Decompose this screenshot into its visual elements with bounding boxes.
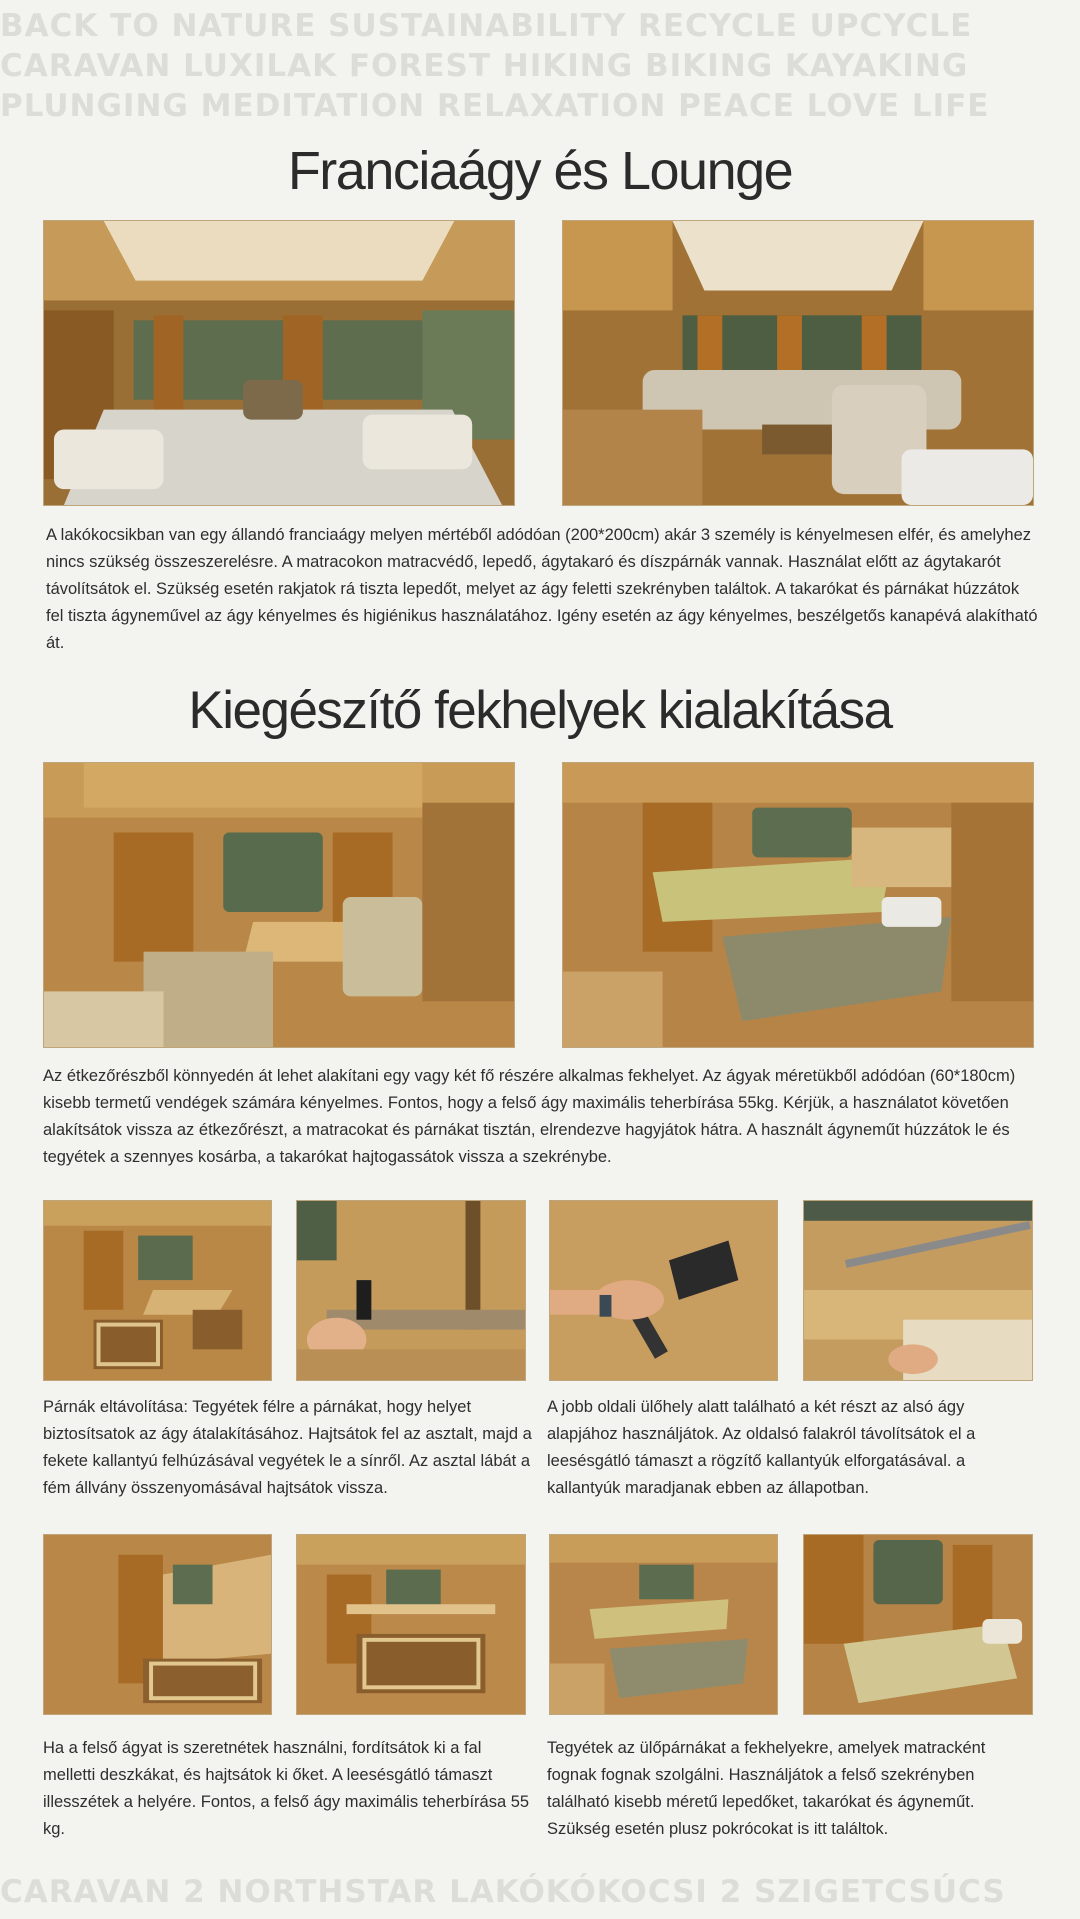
photo-dining-area (43, 762, 515, 1048)
photo-step-bunk-complete (549, 1534, 778, 1715)
step-instruction-right-1: A jobb oldali ülőhely alatt található a két részt az alsó ágy alapjához használjátok. Az oldalsó falakról távolítsátok el a leesésgátló támaszt a rögzítő kallantyúk elforgatásával. a kallantyúk maradjanak ebben az állapotban. (547, 1398, 976, 1497)
photo-step-lower-frame (296, 1534, 526, 1715)
photo-step-bed-made (803, 1534, 1033, 1715)
step-instruction-left-2: Ha a felső ágyat is szeretnétek használni, fordítsátok ki a fal melletti deszkákat, és hajtsátok ki őket. A leesésgátló támaszt illesszétek a helyére. Fontos, a felső ágy maximális teherbírása 55 kg. (43, 1739, 530, 1838)
footer-banner (0, 1872, 1080, 1912)
photo-step-upper-board (43, 1534, 272, 1715)
section1-description: A lakókocsikban van egy állandó franciaágy melyen mértéből adódóan (200*200cm) akár 3 személy is kényelmesen elfér, és amelyhez nincs szükség összeszerelésre. A matracokon matracvédő, lepedő, ágytakaró és díszpárnák vannak. Használat előtt az ágytakarót távolítsátok el. Szükség esetén rakjatok rá tiszta lepedőt, melyet az ágy feletti szekrényben találtok. A takarókat és párnákat húzzátok fel tiszta ágyneművel az ágy kényelmes és higiénikus használatához. Igény esetén az ágy kényelmes, beszélgetős kanapévá alakítható át. (46, 526, 1038, 652)
photo-step-table-removed (43, 1200, 272, 1381)
photo-step-table-latch (296, 1200, 526, 1381)
photo-bunk-beds (562, 762, 1034, 1048)
step-instruction-left-1: Párnák eltávolítása: Tegyétek félre a párnákat, hogy helyet biztosítsatok az ágy átalakításához. Hajtsátok fel az asztalt, majd a fekete kallantyú felhúzásával vegyétek le a sínről. Az asztal lábát a fém állvány összenyomásával hajtsátok vissza. (43, 1398, 532, 1497)
photo-french-bed (43, 220, 515, 506)
photo-step-seat-boards (803, 1200, 1033, 1381)
banner-line: PLUNGING MEDITATION RELAXATION PEACE LOVE LIFE (0, 88, 990, 124)
section-title-bed-lounge: Franciaágy és Lounge (287, 141, 793, 201)
keyword-banner (0, 6, 1080, 126)
footer-text: CARAVAN 2 NORTHSTAR LAKÓKÓKOCSI 2 SZIGETCSÚCS (0, 1874, 1006, 1910)
section-title-extra-beds: Kiegészítő fekhelyek kialakítása (188, 681, 892, 740)
banner-line: BACK TO NATURE SUSTAINABILITY RECYCLE UPCYCLE (0, 8, 973, 44)
step-instruction-right-2: Tegyétek az ülőpárnákat a fekhelyekre, amelyek matracként fognak fognak szolgálni. Használjátok a felső szekrényben található kisebb méretű lepedőket, takarókat és ágyneműt. Szükség esetén plusz pokrócokat is itt találtok. (547, 1739, 986, 1838)
banner-line: CARAVAN LUXILAK FOREST HIKING BIKING KAYAKING (0, 48, 969, 84)
section2-description: Az étkezőrészből könnyedén át lehet alakítani egy vagy két fő részére alkalmas fekhelyet. Az ágyak méretükből adódóan (60*180cm) kisebb termetű vendégek számára kényelmes. Fontos, hogy a felső ágy maximális teherbírása 55kg. Kérjük, a használatot követően alakítsátok vissza az étkezőrészt, a matracokat és párnákat tisztán, elrendezve hagyjátok hátra. A használt ágyneműt húzzátok le és tegyétek a szennyes kosárba, a takarókat hajtogassátok vissza a szekrénybe. (43, 1067, 1016, 1166)
photo-lounge (562, 220, 1034, 506)
photo-step-table-leg (549, 1200, 778, 1381)
